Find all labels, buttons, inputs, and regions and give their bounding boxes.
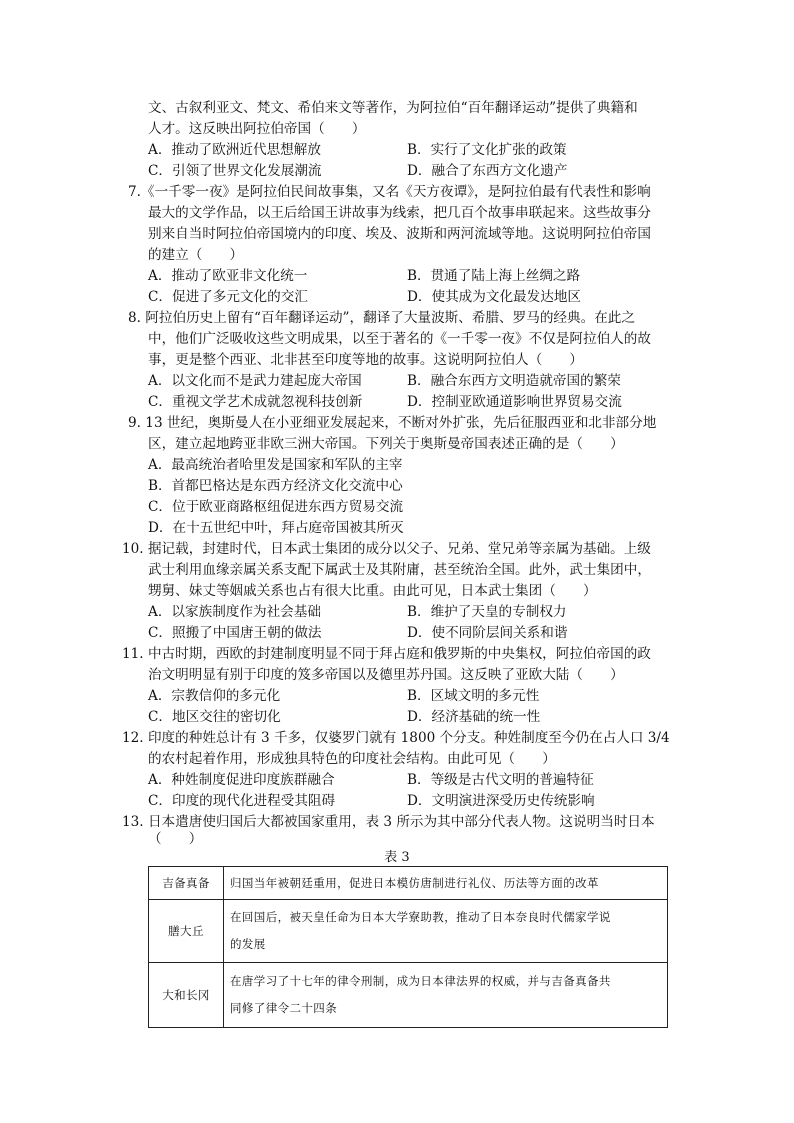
q7-option-a[interactable]: A．推动了欧亚非文化统一 [148, 268, 308, 284]
q9-option-b[interactable]: B．首都巴格达是东西方经济文化交流中心 [148, 478, 403, 494]
q7-stem-line-2: 最大的文学作品，以王后给国王讲故事为线索，把几百个故事串联起来。这些故事分 [148, 205, 651, 221]
q10-option-c[interactable]: C．照搬了中国唐王朝的做法 [148, 625, 322, 641]
table-cell-desc [224, 900, 668, 963]
q12-stem-line-2: 的农村起着作用，形成独具特色的印度社会结构。由此可见（ ） [148, 751, 556, 767]
q12-option-c[interactable]: C．印度的现代化进程受其阻碍 [148, 793, 336, 809]
q7-stem-line-1: 7.《一千零一夜》是阿拉伯民间故事集，又名《天方夜谭》，是阿拉伯最有代表性和影响 [128, 184, 651, 200]
table-row [149, 963, 668, 1028]
q13-stem-line-2: （ ） [148, 831, 203, 847]
q11-stem-line-2: 治文明明显有别于印度的笈多帝国以及德里苏丹国。这反映了亚欧大陆（ ） [148, 667, 624, 683]
q8-option-b[interactable]: B．融合东西方文明造就帝国的繁荣 [407, 373, 621, 389]
q9-stem-line-1: 9. 13 世纪，奥斯曼人在小亚细亚发展起来，不断对外扩张，先后征服西亚和北非部分地 [128, 415, 657, 431]
q7-option-b[interactable]: B．贯通了陆上海上丝绸之路 [407, 268, 581, 284]
table-cell-desc-line: 同修了律令二十四条 [230, 1001, 338, 1015]
q6-option-b[interactable]: B．实行了文化扩张的政策 [407, 142, 567, 158]
q10-stem-line-3: 甥舅、妹丈等姻戚关系也占有很大比重。由此可见，日本武士集团（ ） [148, 583, 597, 599]
q7-option-d[interactable]: D．使其成为文化最发达地区 [407, 289, 582, 305]
q13-stem-line-1: 13. 日本遣唐使归国后大都被国家重用，表 3 所示为其中部分代表人物。这说明当时日本 [122, 814, 655, 830]
q11-option-b[interactable]: B．区域文明的多元性 [407, 688, 540, 704]
q8-stem-line-2: 中，他们广泛吸收这些文明成果，以至于著名的《一千零一夜》不仅是阿拉伯人的故 [148, 331, 651, 347]
table-row [149, 900, 668, 963]
table-cell-name: 吉备真备 [149, 867, 224, 900]
table-cell-desc [224, 963, 668, 1028]
q12-option-d[interactable]: D．文明演进深受历史传统影响 [407, 793, 595, 809]
q11-option-a[interactable]: A．宗教信仰的多元化 [148, 688, 281, 704]
q10-option-b[interactable]: B．维护了天皇的专制权力 [407, 604, 567, 620]
table-cell-desc-line: 的发展 [230, 937, 266, 951]
q6-option-a[interactable]: A．推动了欧洲近代思想解放 [148, 142, 321, 158]
q10-option-a[interactable]: A．以家族制度作为社会基础 [148, 604, 321, 620]
q11-option-d[interactable]: D．经济基础的统一性 [407, 709, 541, 725]
q11-option-c[interactable]: C．地区交往的密切化 [148, 709, 281, 725]
q10-option-d[interactable]: D．使不同阶层间关系和谐 [407, 625, 568, 641]
q8-stem-line-3: 事，更是整个西亚、北非甚至印度等地的故事。这说明阿拉伯人（ ） [148, 352, 583, 368]
q10-stem-line-1: 10. 据记载，封建时代，日本武士集团的成分以父子、兄弟、堂兄弟等亲属为基础。上级 [122, 541, 651, 557]
q8-stem-line-1: 8. 阿拉伯历史上留有“百年翻译运动”，翻译了大量波斯、希腊、罗马的经典。在此之 [128, 310, 635, 326]
table-cell-desc-line: 归国当年被朝廷重用，促进日本模仿唐制进行礼仪、历法等方面的改革 [230, 875, 599, 890]
q10-stem-line-2: 武士利用血缘亲属关系支配下属武士及其附庸，甚至统治全国。此外，武士集团中， [148, 562, 651, 578]
q6-stem-line-2: 人才。这反映出阿拉伯帝国（ ） [148, 121, 366, 137]
q12-option-b[interactable]: B．等级是古代文明的普遍特征 [407, 772, 594, 788]
q7-stem-line-4: 的建立（ ） [148, 247, 244, 263]
q8-option-c[interactable]: C．重视文学艺术成就忽视科技创新 [148, 394, 363, 410]
table-cell-name: 大和长冈 [149, 963, 224, 1028]
table-cell-desc-line: 在回国后，被天皇任命为日本大学寮助教，推动了日本奈良时代儒家学说 [230, 910, 611, 924]
q8-option-a[interactable]: A．以文化而不是武力建起庞大帝国 [148, 373, 362, 389]
table-caption: 表 3 [384, 850, 410, 865]
q6-option-d[interactable]: D．融合了东西方文化遗产 [407, 163, 568, 179]
q9-option-c[interactable]: C．位于欧亚商路枢纽促进东西方贸易交流 [148, 499, 404, 515]
q12-option-a[interactable]: A．种姓制度促进印度族群融合 [148, 772, 335, 788]
table-row [149, 867, 668, 900]
q6-stem-line-1: 文、古叙利亚文、梵文、希伯来文等著作，为阿拉伯“百年翻译运动”提供了典籍和 [148, 100, 638, 116]
q7-stem-line-3: 别来自当时阿拉伯帝国境内的印度、埃及、波斯和两河流域等地。这说明阿拉伯帝国 [148, 226, 651, 242]
q12-stem-line-1: 12. 印度的种姓总计有 3 千多，仅婆罗门就有 1800 个分支。种姓制度至今仍在占人口 3/4 [122, 730, 670, 746]
q9-stem-line-2: 区，建立起地跨亚非欧三洲大帝国。下列关于奥斯曼帝国表述正确的是（ ） [148, 436, 624, 452]
table-cell-name: 膳大丘 [149, 900, 224, 963]
table-cell-desc-line: 在唐学习了十七年的律令刑制，成为日本律法界的权威，并与吉备真备共 [230, 974, 611, 988]
q7-option-c[interactable]: C．促进了多元文化的交汇 [148, 289, 308, 305]
table-3 [148, 866, 668, 1028]
q6-option-c[interactable]: C．引领了世界文化发展潮流 [148, 163, 322, 179]
q9-option-d[interactable]: D．在十五世纪中叶，拜占庭帝国被其所灭 [148, 520, 404, 536]
table-cell-desc [224, 867, 668, 900]
q11-stem-line-1: 11. 中古时期，西欧的封建制度明显不同于拜占庭和俄罗斯的中央集权，阿拉伯帝国的政 [122, 646, 651, 662]
q9-option-a[interactable]: A．最高统治者哈里发是国家和军队的主宰 [148, 457, 403, 473]
q8-option-d[interactable]: D．控制亚欧通道影响世界贸易交流 [407, 394, 622, 410]
